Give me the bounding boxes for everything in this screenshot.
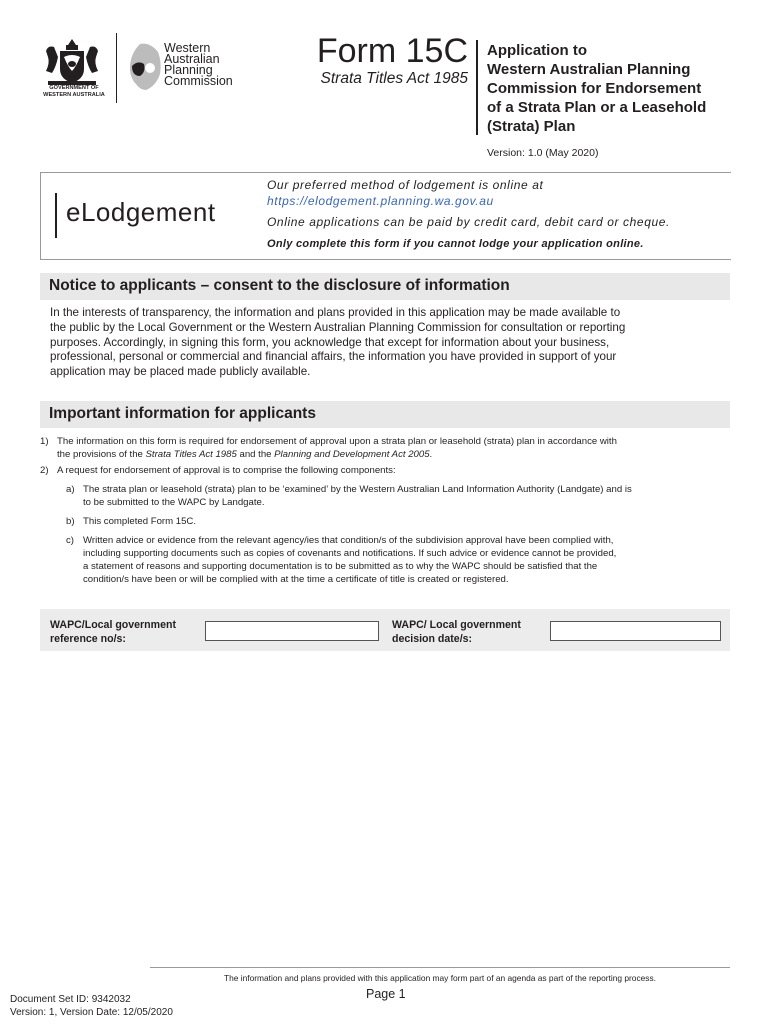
elodgement-label: eLodgement bbox=[66, 197, 216, 227]
sub-item-text: including supporting documents such as copies of covenants and notifications. If such advice or evidence cannot be provided, bbox=[83, 548, 617, 559]
document-set-info: Document Set ID: 9342032 Version: 1, Version Date: 12/05/2020 bbox=[10, 994, 173, 1018]
logo-divider bbox=[116, 33, 117, 103]
elodgement-bar bbox=[55, 193, 57, 238]
sub-item-number: a) bbox=[66, 484, 75, 495]
list-item-text: the provisions of the Strata Titles Act 1985 and the Planning and Development Act 2005. bbox=[57, 449, 433, 460]
sub-item-text: to be submitted to the WAPC by Landgate. bbox=[83, 497, 265, 508]
reference-number-input[interactable] bbox=[205, 621, 379, 641]
elodgement-link[interactable]: https://elodgement.planning.wa.gov.au bbox=[267, 194, 494, 208]
elodgement-text-3: Only complete this form if you cannot lodge your application online. bbox=[267, 238, 644, 250]
sub-item-text: condition/s have been or will be complied with at the time a certificate of title is created or registered. bbox=[83, 574, 509, 585]
list-item-text: A request for endorsement of approval is to comprise the following components: bbox=[57, 465, 396, 476]
sub-item-number: c) bbox=[66, 535, 74, 546]
sub-item-text: The strata plan or leasehold (strata) plan to be ‘examined’ by the Western Australian Land Information Authority (Landgate) and is bbox=[83, 484, 632, 495]
important-heading: Important information for applicants bbox=[49, 405, 316, 422]
list-item-number: 1) bbox=[40, 436, 49, 447]
reference-label: WAPC/Local government reference no/s: bbox=[50, 619, 176, 645]
title-divider bbox=[476, 40, 478, 135]
decision-date-label: WAPC/ Local government decision date/s: bbox=[392, 619, 521, 645]
sub-item-text: a statement of reasons and supporting documentation is to be submitted as to why the WAPC should be satisfied that the bbox=[83, 561, 598, 572]
decision-date-input[interactable] bbox=[550, 621, 721, 641]
important-heading-bar bbox=[40, 401, 730, 428]
elodgement-text-2: Online applications can be paid by credit card, debit card or cheque. bbox=[267, 215, 670, 229]
version-label: Version: 1.0 (May 2020) bbox=[487, 147, 599, 159]
list-item-number: 2) bbox=[40, 465, 49, 476]
list-item-text: The information on this form is required for endorsement of approval upon a strata plan or leasehold (strata) plan in accordance with bbox=[57, 436, 617, 447]
sub-item-text: This completed Form 15C. bbox=[83, 516, 197, 527]
wapc-map-logo-icon bbox=[128, 42, 162, 92]
government-label: GOVERNMENT OF WESTERN AUSTRALIA bbox=[43, 85, 105, 98]
footer-divider bbox=[150, 967, 730, 968]
notice-body: In the interests of transparency, the information and plans provided in this application may be made available to the public by the Local Government or the Western Australian Planning Commission for consultation or reporting purposes. Accordingly, in signing this form, you acknowledge that except for information about your business, professional, personal or commercial and financial affairs, the information you have provided in support of your application may be placed made publicly available. bbox=[50, 306, 626, 379]
footer-note: The information and plans provided with this application may form part of an agenda as part of the reporting process. bbox=[223, 973, 657, 983]
notice-heading: Notice to applicants – consent to the disclosure of information bbox=[49, 277, 510, 294]
form-title: Form 15C bbox=[316, 32, 468, 70]
sub-item-text: Written advice or evidence from the relevant agency/ies that condition/s of the subdivision approval have been complied with, bbox=[83, 535, 614, 546]
act-title: Strata Titles Act 1985 bbox=[320, 70, 468, 87]
sub-item-number: b) bbox=[66, 516, 75, 527]
wapc-name: Western Australian Planning Commission bbox=[164, 41, 233, 88]
elodgement-text-1: Our preferred method of lodgement is online at bbox=[267, 178, 544, 192]
notice-heading-bar bbox=[40, 273, 730, 300]
application-title: Application to Western Australian Planning Commission for Endorsement of a Strata Plan or a Leasehold (Strata) Plan bbox=[487, 42, 707, 135]
page-number: Page 1 bbox=[366, 987, 406, 1001]
